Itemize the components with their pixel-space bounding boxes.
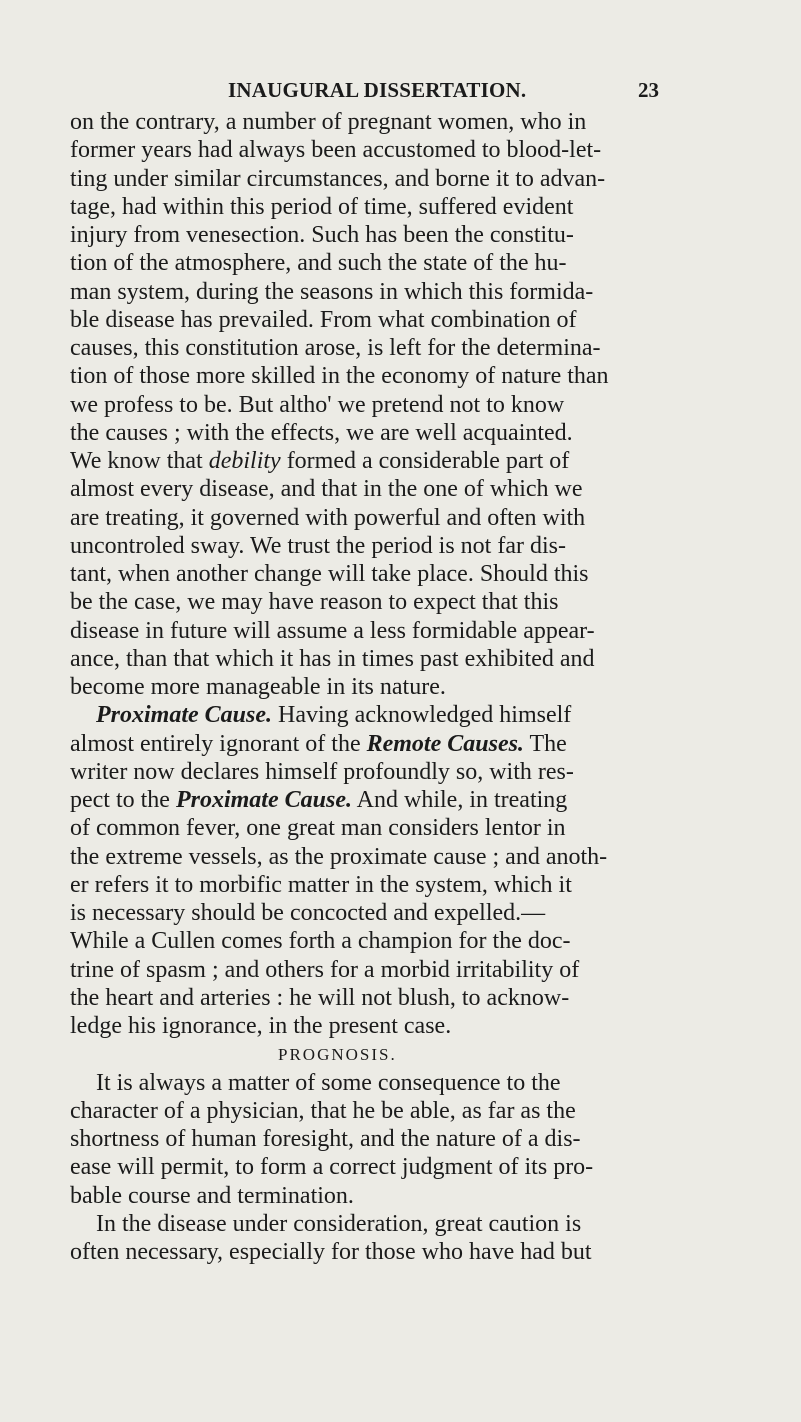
text-line: uncontroled sway. We trust the period is not far dis- — [70, 532, 566, 559]
text-line: are treating, it governed with powerful and often with — [70, 504, 586, 531]
text-line: causes, this constitution arose, is left for the determina- — [70, 335, 601, 361]
section-heading-prognosis: PROGNOSIS. — [278, 1045, 397, 1065]
text-line: While a Cullen comes forth a champion for the doc- — [70, 928, 571, 955]
text-line — [70, 730, 682, 758]
text-line: ble disease has prevailed. From what combination of — [70, 306, 577, 333]
paragraph-start-line — [70, 701, 682, 729]
text-line: often necessary, especially for those who have had but — [70, 1239, 592, 1265]
section-run-in-heading: Proximate Cause. — [96, 702, 273, 729]
text-line: bable course and termination. — [70, 1182, 354, 1209]
text-line: is necessary should be concocted and expelled.— — [70, 900, 546, 926]
text-line: injury from venesection. Such has been the constitu- — [70, 222, 574, 248]
text-line: trine of spasm ; and others for a morbid irritability of — [70, 956, 580, 983]
text-line: become more manageable in its nature. — [70, 674, 446, 700]
text-segment: We know that — [70, 448, 209, 474]
text-line: man system, during the seasons in which this formida- — [70, 278, 594, 305]
text-line: on the contrary, a number of pregnant women, who in — [70, 109, 587, 135]
running-title: INAUGURAL DISSERTATION. — [228, 78, 527, 102]
text-line: ance, than that which it has in times past exhibited and — [70, 645, 595, 672]
text-line: the heart and arteries : he will not blush, to acknow- — [70, 984, 570, 1011]
text-segment: pect to the — [70, 787, 176, 813]
text-line: tion of those more skilled in the economy of nature than — [70, 363, 609, 390]
text-line: tion of the atmosphere, and such the state of the hu- — [70, 250, 567, 277]
text-line — [70, 786, 682, 814]
text-segment: Having acknowledged himself — [272, 702, 572, 729]
italic-term: debility — [208, 448, 281, 474]
text-line: er refers it to morbific matter in the system, which it — [70, 871, 572, 898]
text-segment: And while, in treating — [351, 787, 568, 813]
text-line: almost every disease, and that in the one of which we — [70, 476, 583, 503]
emphasized-term: Proximate Cause. — [175, 787, 352, 813]
text-segment: The — [523, 730, 567, 757]
text-line: the causes ; with the effects, we are well acquainted. — [70, 419, 573, 446]
text-segment: almost entirely ignorant of the — [70, 730, 367, 757]
text-line: shortness of human foresight, and the nature of a dis- — [70, 1126, 581, 1152]
text-line: we profess to be. But altho' we pretend not to know — [70, 391, 565, 418]
paragraph-start-line: In the disease under consideration, great caution is — [96, 1210, 582, 1237]
text-line: tant, when another change will take place. Should this — [70, 561, 589, 587]
text-line: of common fever, one great man considers lentor in — [70, 815, 566, 842]
text-line: the extreme vessels, as the proximate cause ; and anoth- — [70, 843, 608, 870]
text-line: disease in future will assume a less formidable appear- — [70, 617, 595, 644]
emphasized-term: Remote Causes. — [366, 730, 524, 757]
text-line: ledge his ignorance, in the present case. — [70, 1013, 452, 1039]
page-number: 23 — [638, 78, 659, 102]
text-line: ease will permit, to form a correct judgment of its pro- — [70, 1154, 594, 1181]
paragraph-start-line: It is always a matter of some consequence to the — [96, 1069, 561, 1096]
text-line: ting under similar circumstances, and borne it to advan- — [70, 165, 606, 192]
body-text — [70, 108, 682, 1266]
text-line: tage, had within this period of time, suffered evident — [70, 193, 574, 220]
text-line: former years had always been accustomed to blood-let- — [70, 137, 602, 164]
text-segment: formed a considerable part of — [280, 448, 570, 474]
text-line: be the case, we may have reason to expect that this — [70, 589, 559, 616]
text-line: character of a physician, that he be able, as far as the — [70, 1097, 576, 1124]
text-line: writer now declares himself profoundly so, with res- — [70, 758, 574, 785]
text-line — [70, 447, 682, 475]
